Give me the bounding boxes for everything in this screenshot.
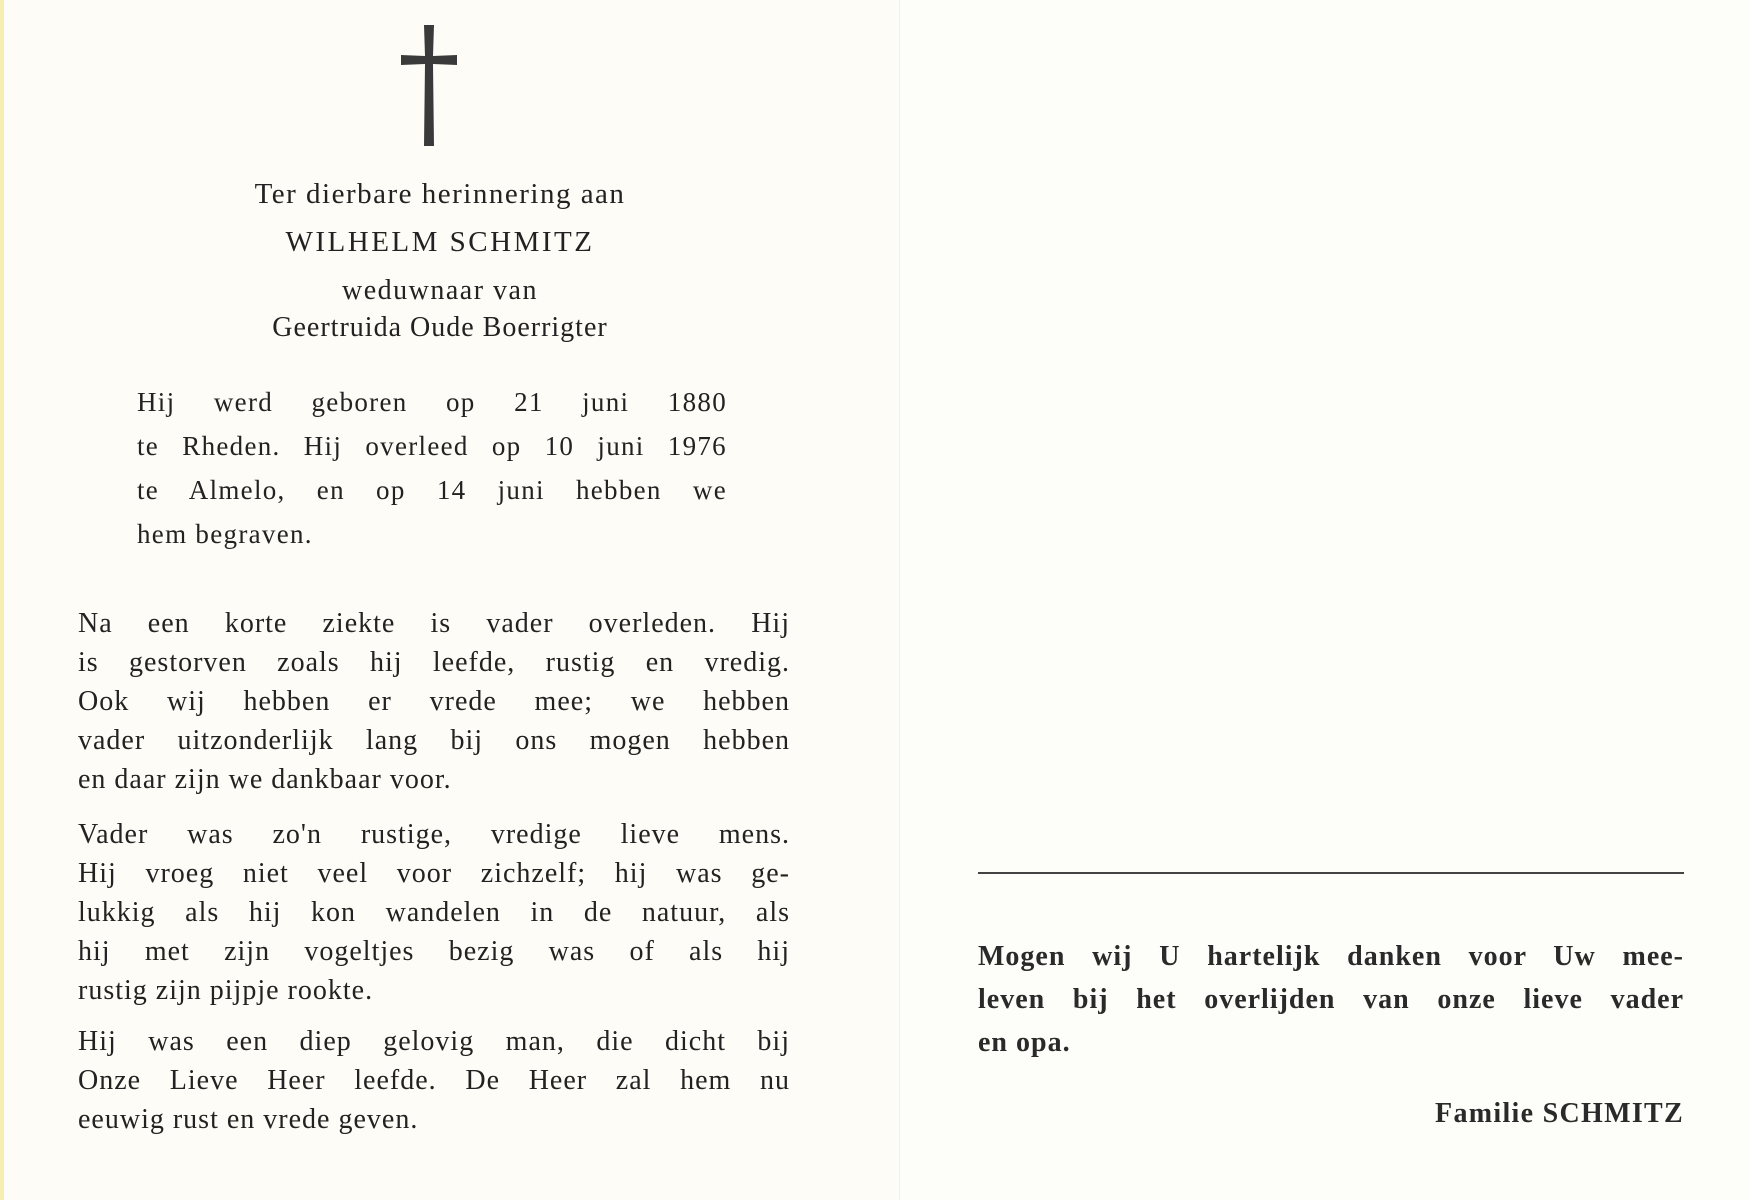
paragraph-line: rustig zijn pijpje rookte. bbox=[78, 975, 374, 1006]
paragraph-line: vader uitzonderlijk lang bij ons mogen hebben bbox=[78, 725, 790, 756]
paragraph-line: hij met zijn vogeltjes bezig was of als hij bbox=[78, 936, 790, 967]
paragraph-illness bbox=[78, 604, 790, 799]
paragraph-line: Hij was een diep gelovig man, die dicht bij bbox=[78, 1026, 790, 1057]
paragraph-line: Onze Lieve Heer leefde. De Heer zal hem nu bbox=[78, 1065, 790, 1096]
latin-cross-icon bbox=[398, 22, 460, 148]
paper-edge bbox=[0, 0, 4, 1200]
separator-line bbox=[978, 872, 1684, 874]
family-signature: Familie SCHMITZ bbox=[1435, 1098, 1684, 1129]
paragraph-line: Vader was zo'n rustige, vredige lieve mens. bbox=[78, 819, 790, 850]
paragraph-line: Ook wij hebben er vrede mee; we hebben bbox=[78, 686, 790, 717]
paragraph-line: Na een korte ziekte is vader overleden. Hij bbox=[78, 608, 790, 639]
paragraph-line: eeuwig rust en vrede geven. bbox=[78, 1104, 419, 1135]
intro-text: Ter dierbare herinnering aan bbox=[254, 178, 626, 210]
widower-of-text: weduwnaar van bbox=[342, 275, 538, 306]
biography-line: hem begraven. bbox=[137, 519, 313, 549]
thanks-line: Mogen wij U hartelijk danken voor Uw mee- bbox=[978, 941, 1684, 972]
thanks-line: leven bij het overlijden van onze lieve vader bbox=[978, 984, 1684, 1015]
thanks-line: en opa. bbox=[978, 1027, 1071, 1058]
paragraph-line: Hij vroeg niet veel voor zichzelf; hij was ge- bbox=[78, 858, 790, 889]
deceased-name: WILHELM SCHMITZ bbox=[285, 226, 595, 258]
paragraph-line: is gestorven zoals hij leefde, rustig en vredig. bbox=[78, 647, 790, 678]
paragraph-character bbox=[78, 815, 790, 1010]
biography-line: te Rheden. Hij overleed op 10 juni 1976 bbox=[137, 431, 727, 461]
biography-line: te Almelo, en op 14 juni hebben we bbox=[137, 475, 727, 505]
biography bbox=[137, 380, 727, 556]
thanks-message bbox=[978, 935, 1684, 1064]
spouse-name: Geertruida Oude Boerrigter bbox=[272, 312, 608, 343]
biography-line: Hij werd geboren op 21 juni 1880 bbox=[137, 387, 727, 417]
paragraph-faith bbox=[78, 1022, 790, 1139]
paragraph-line: lukkig als hij kon wandelen in de natuur, als bbox=[78, 897, 790, 928]
paragraph-line: en daar zijn we dankbaar voor. bbox=[78, 764, 452, 795]
